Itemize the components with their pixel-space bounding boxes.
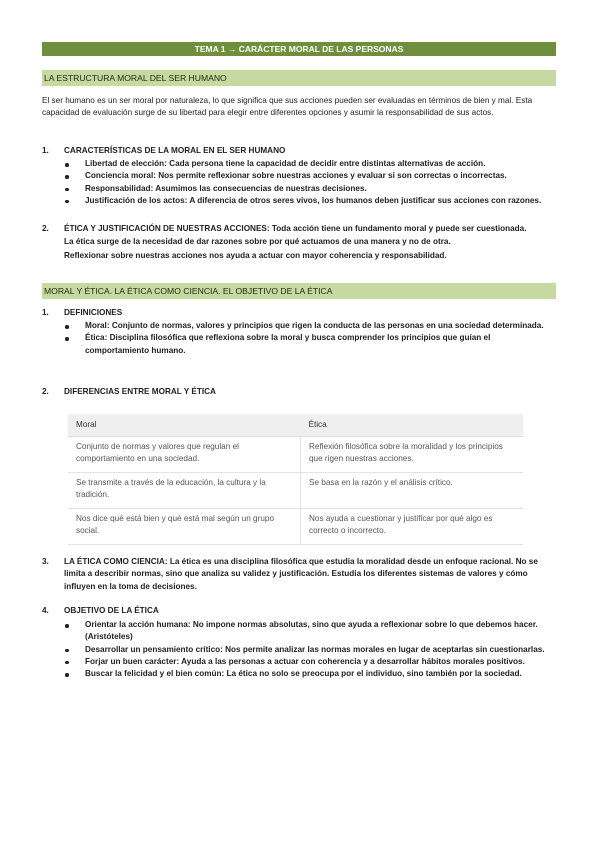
table-cell: Reflexión filosófica sobre la moralidad y los principios que rigen nuestras acciones. [301,437,524,473]
column-header-moral: Moral [68,414,301,437]
item-number: 1. [42,146,49,155]
list-item: Orientar la acción humana: No impone normas absolutas, sino que ayuda a reflexionar sobre lo que debemos hacer. (Aristóteles) [64,619,554,644]
item-number: 2. [42,387,49,396]
table-cell: Nos dice qué está bien y qué está mal según un grupo social. [68,509,301,545]
characteristics-list [64,158,554,207]
table-cell: Nos ayuda a cuestionar y justificar por qué algo es correcto o incorrecto. [301,509,524,545]
item-heading-differences [42,386,556,398]
list-item: Ética: Disciplina filosófica que reflexiona sobre la moral y busca comprender los principios que guían el comportamiento humano. [64,332,554,357]
list-item: Buscar la felicidad y el bien común: La ética no solo se preocupa por el individuo, sino también por la sociedad. [64,668,554,680]
intro-paragraph: El ser humano es un ser moral por naturaleza, lo que significa que sus acciones pueden ser evaluadas en términos de bien y mal. Esta capacidad de evaluación surge de su libertad para elegir entre diferentes opciones y asumir la responsabilidad de sus actos. [42,96,533,118]
item-heading-text: DEFINICIONES [64,308,123,317]
table-row [68,509,523,545]
section-heading-structure: LA ESTRUCTURA MORAL DEL SER HUMANO [42,70,556,86]
table-cell: Conjunto de normas y valores que regulan el comportamiento en una sociedad. [68,437,301,473]
table-header-row [68,414,523,437]
objectives-list [64,619,554,680]
ethics-science-text: LA ÉTICA COMO CIENCIA: La ética es una disciplina filosófica que estudia la moralidad desde un enfoque racional. No se limita a describir normas, sino que analiza su validez y justificación. Estudia los diferentes sistemas de valores y cómo influyen en la toma de decisiones. [64,557,538,591]
table-row [68,473,523,509]
item-number: 1. [42,308,49,317]
table-cell: Se basa en la razón y el análisis crítico. [301,473,524,509]
list-item: Responsabilidad: Asumimos las consecuencias de nuestras decisiones. [64,183,554,195]
item-heading-objective [42,605,556,617]
item-heading-justification [42,223,556,235]
list-item: Forjar un buen carácter: Ayuda a las personas a actuar con coherencia y a desarrollar hábitos morales positivos. [64,656,554,668]
list-item: Conciencia moral: Nos permite reflexionar sobre nuestras acciones y evaluar si son correctas o incorrectas. [64,170,554,182]
item-heading-text: OBJETIVO DE LA ÉTICA [64,606,159,615]
justification-line: Reflexionar sobre nuestras acciones nos ayuda a actuar con mayor coherencia y responsabilidad. [64,251,447,260]
item-ethics-as-science [42,556,556,593]
list-item: Desarrollar un pensamiento crítico: Nos permite analizar las normas morales en lugar de aceptarlas sin cuestionarlas. [64,644,554,656]
item-heading-text: DIFERENCIAS ENTRE MORAL Y ÉTICA [64,387,216,396]
definitions-list [64,320,554,357]
list-item: Moral: Conjunto de normas, valores y principios que rigen la conducta de las personas en una sociedad determinada. [64,320,554,332]
item-heading-characteristics [42,145,556,157]
table-row [68,437,523,473]
item-number: 3. [42,557,49,566]
comparison-table [68,414,523,545]
item-number: 4. [42,606,49,615]
section-heading-moral-ethics: MORAL Y ÉTICA. LA ÉTICA COMO CIENCIA. EL OBJETIVO DE LA ÉTICA [42,283,556,299]
list-item: Justificación de los actos: A diferencia de otros seres vivos, los humanos deben justificar sus acciones con razones. [64,195,554,207]
list-item: Libertad de elección: Cada persona tiene la capacidad de decidir entre distintas alternativas de acción. [64,158,554,170]
item-heading-text: CARACTERÍSTICAS DE LA MORAL EN EL SER HUMANO [64,146,286,155]
item-number: 2. [42,224,49,233]
column-header-etica: Ética [301,414,524,437]
table-cell: Se transmite a través de la educación, la cultura y la tradición. [68,473,301,509]
item-heading-definitions [42,307,556,319]
justification-line: La ética surge de la necesidad de dar razones sobre por qué actuamos de una manera y no de otra. [64,237,451,246]
item-heading-text: ÉTICA Y JUSTIFICACIÓN DE NUESTRAS ACCIONES: Toda acción tiene un fundamento moral y puede ser cuestionada. [64,224,527,233]
topic-title: TEMA 1 → CARÁCTER MORAL DE LAS PERSONAS [42,42,556,56]
